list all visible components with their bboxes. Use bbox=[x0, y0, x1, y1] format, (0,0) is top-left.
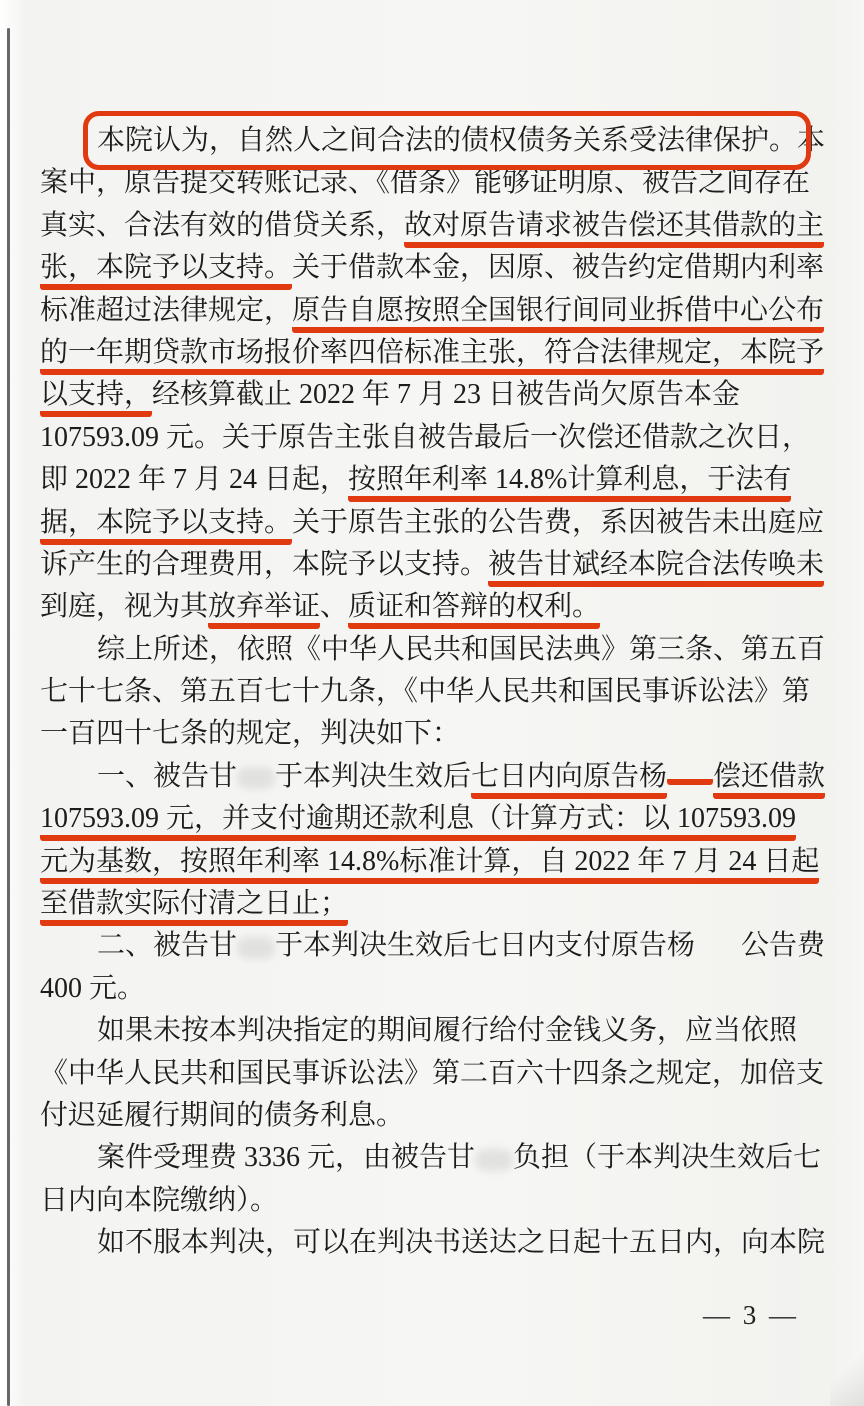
text-line bbox=[40, 1053, 840, 1095]
text-line bbox=[40, 544, 840, 586]
text-segment: 《中华人民共和国民事诉讼法》第二百六十四条之规定，加倍支 bbox=[40, 1057, 825, 1089]
text-line bbox=[40, 586, 840, 628]
boxed-text: 本院认为，自然人之间合法的债权债务关系受法律保护。 bbox=[97, 125, 798, 156]
text-line bbox=[40, 502, 840, 544]
text-segment: 综上所述，依照《中华人民共和国民法典》第三条、第五百 bbox=[97, 633, 826, 665]
text-line bbox=[40, 374, 840, 416]
document-body bbox=[40, 120, 840, 1265]
text-segment: 一、被告甘 bbox=[97, 760, 238, 792]
underlined-text: 以支持， bbox=[40, 379, 152, 417]
text-segment: 真实、合法有效的借贷关系， bbox=[40, 209, 405, 241]
text-segment: 付迟延履行期间的债务利息。 bbox=[40, 1099, 405, 1131]
underlined-text: 被告甘斌经本院合法传唤未 bbox=[488, 549, 824, 587]
text-line bbox=[40, 332, 840, 374]
underlined-text: 按照年利率 14.8%计算利息，于法有 bbox=[348, 464, 791, 502]
text-segment: 于本判决生效后七日内支付原告杨 bbox=[275, 930, 696, 962]
redaction-gap bbox=[695, 953, 741, 954]
redaction-smudge bbox=[237, 767, 275, 789]
text-line bbox=[40, 417, 840, 459]
text-segment: 如果未按本判决指定的期间履行给付金钱义务，应当依照 bbox=[97, 1015, 798, 1047]
text-line bbox=[40, 841, 840, 883]
text-segment: 关于借款本金，因原、被告约定借期内利率 bbox=[292, 252, 825, 284]
text-line bbox=[40, 1222, 840, 1264]
text-segment: 案中，原告提交转账记录、《借条》能够证明原、被告之间存在 bbox=[40, 167, 811, 199]
underlined-text: 107593.09 元，并支付逾期还款利息（计算方式：以 107593.09 bbox=[40, 803, 796, 841]
text-line bbox=[40, 1010, 840, 1052]
text-segment: 七十七条、第五百七十九条，《中华人民共和国民事诉讼法》第 bbox=[40, 676, 811, 708]
text-line bbox=[40, 162, 840, 204]
text-line bbox=[40, 120, 840, 162]
text-line bbox=[40, 968, 840, 1010]
text-segment: 400 元。 bbox=[40, 972, 146, 1004]
text-line bbox=[40, 798, 840, 840]
underlined-text: 偿还借款 bbox=[713, 761, 825, 799]
text-segment: 本 bbox=[797, 125, 826, 156]
scan-corner-shade bbox=[830, 1316, 864, 1406]
underlined-text: 质证和答辩的权利。 bbox=[348, 591, 600, 629]
text-line bbox=[40, 290, 840, 332]
underlined-text: 至借款实际付清之日止； bbox=[40, 888, 348, 926]
text-line bbox=[40, 629, 840, 671]
text-line bbox=[40, 1095, 840, 1137]
page-number: — 3 — bbox=[703, 1300, 799, 1330]
scan-binding-line bbox=[7, 28, 10, 1406]
redaction-smudge bbox=[237, 937, 275, 959]
text-segment: 日内向本院缴纳）。 bbox=[40, 1184, 279, 1216]
text-segment: 公告费 bbox=[741, 930, 826, 962]
text-line bbox=[40, 925, 840, 967]
text-segment: 负担（于本判决生效后七 bbox=[513, 1142, 822, 1174]
text-segment: 107593.09 元。关于原告主张自被告最后一次偿还借款之次日， bbox=[40, 421, 811, 453]
text-segment: 到庭，视为其 bbox=[40, 591, 209, 623]
text-segment: 即 2022 年 7 月 24 日起， bbox=[40, 464, 349, 496]
text-line bbox=[40, 756, 840, 798]
text-line bbox=[40, 459, 840, 501]
underlined-text: 故对原告请求被告偿还其借款的主 bbox=[404, 210, 824, 248]
text-segment: 一百四十七条的规定，判决如下： bbox=[40, 718, 461, 750]
text-segment: 、 bbox=[320, 591, 349, 623]
text-line bbox=[40, 205, 840, 247]
underlined-text: 七日内向原告杨 bbox=[471, 761, 667, 799]
text-segment: 标准超过法律规定， bbox=[40, 294, 293, 326]
text-line bbox=[40, 1180, 840, 1222]
underlined-text: 的一年期贷款市场报价率四倍标准主张，符合法律规定，本院予 bbox=[40, 337, 824, 375]
underlined-text: 放弃举证 bbox=[208, 591, 320, 629]
text-segment: 如不服本判决，可以在判决书送达之日起十五日内，向本院 bbox=[97, 1227, 826, 1259]
text-segment: 经核算截止 2022 年 7 月 23 日被告尚欠原告本金 bbox=[152, 379, 741, 411]
underlined-text: 据，本院予以支持。 bbox=[40, 507, 292, 545]
underlined-text: 张，本院予以支持。 bbox=[40, 252, 292, 290]
text-segment: 于本判决生效后 bbox=[275, 760, 472, 792]
text-line bbox=[40, 1137, 840, 1179]
text-line bbox=[40, 883, 840, 925]
text-line bbox=[40, 713, 840, 755]
text-segment: 案件受理费 3336 元，由被告甘 bbox=[97, 1142, 476, 1174]
underlined-text: 原告自愿按照全国银行间同业拆借中心公布 bbox=[292, 295, 824, 333]
text-segment: 二、被告甘 bbox=[97, 930, 238, 962]
underlined-text: 元为基数，按照年利率 14.8%标准计算，自 2022 年 7 月 24 日起 bbox=[40, 846, 819, 884]
text-line bbox=[40, 671, 840, 713]
text-segment: 关于原告主张的公告费，系因被告未出庭应 bbox=[292, 506, 825, 538]
redaction-gap bbox=[667, 777, 713, 785]
redaction-smudge bbox=[475, 1149, 513, 1171]
text-line bbox=[40, 247, 840, 289]
text-segment: 诉产生的合理费用，本院予以支持。 bbox=[40, 548, 489, 580]
